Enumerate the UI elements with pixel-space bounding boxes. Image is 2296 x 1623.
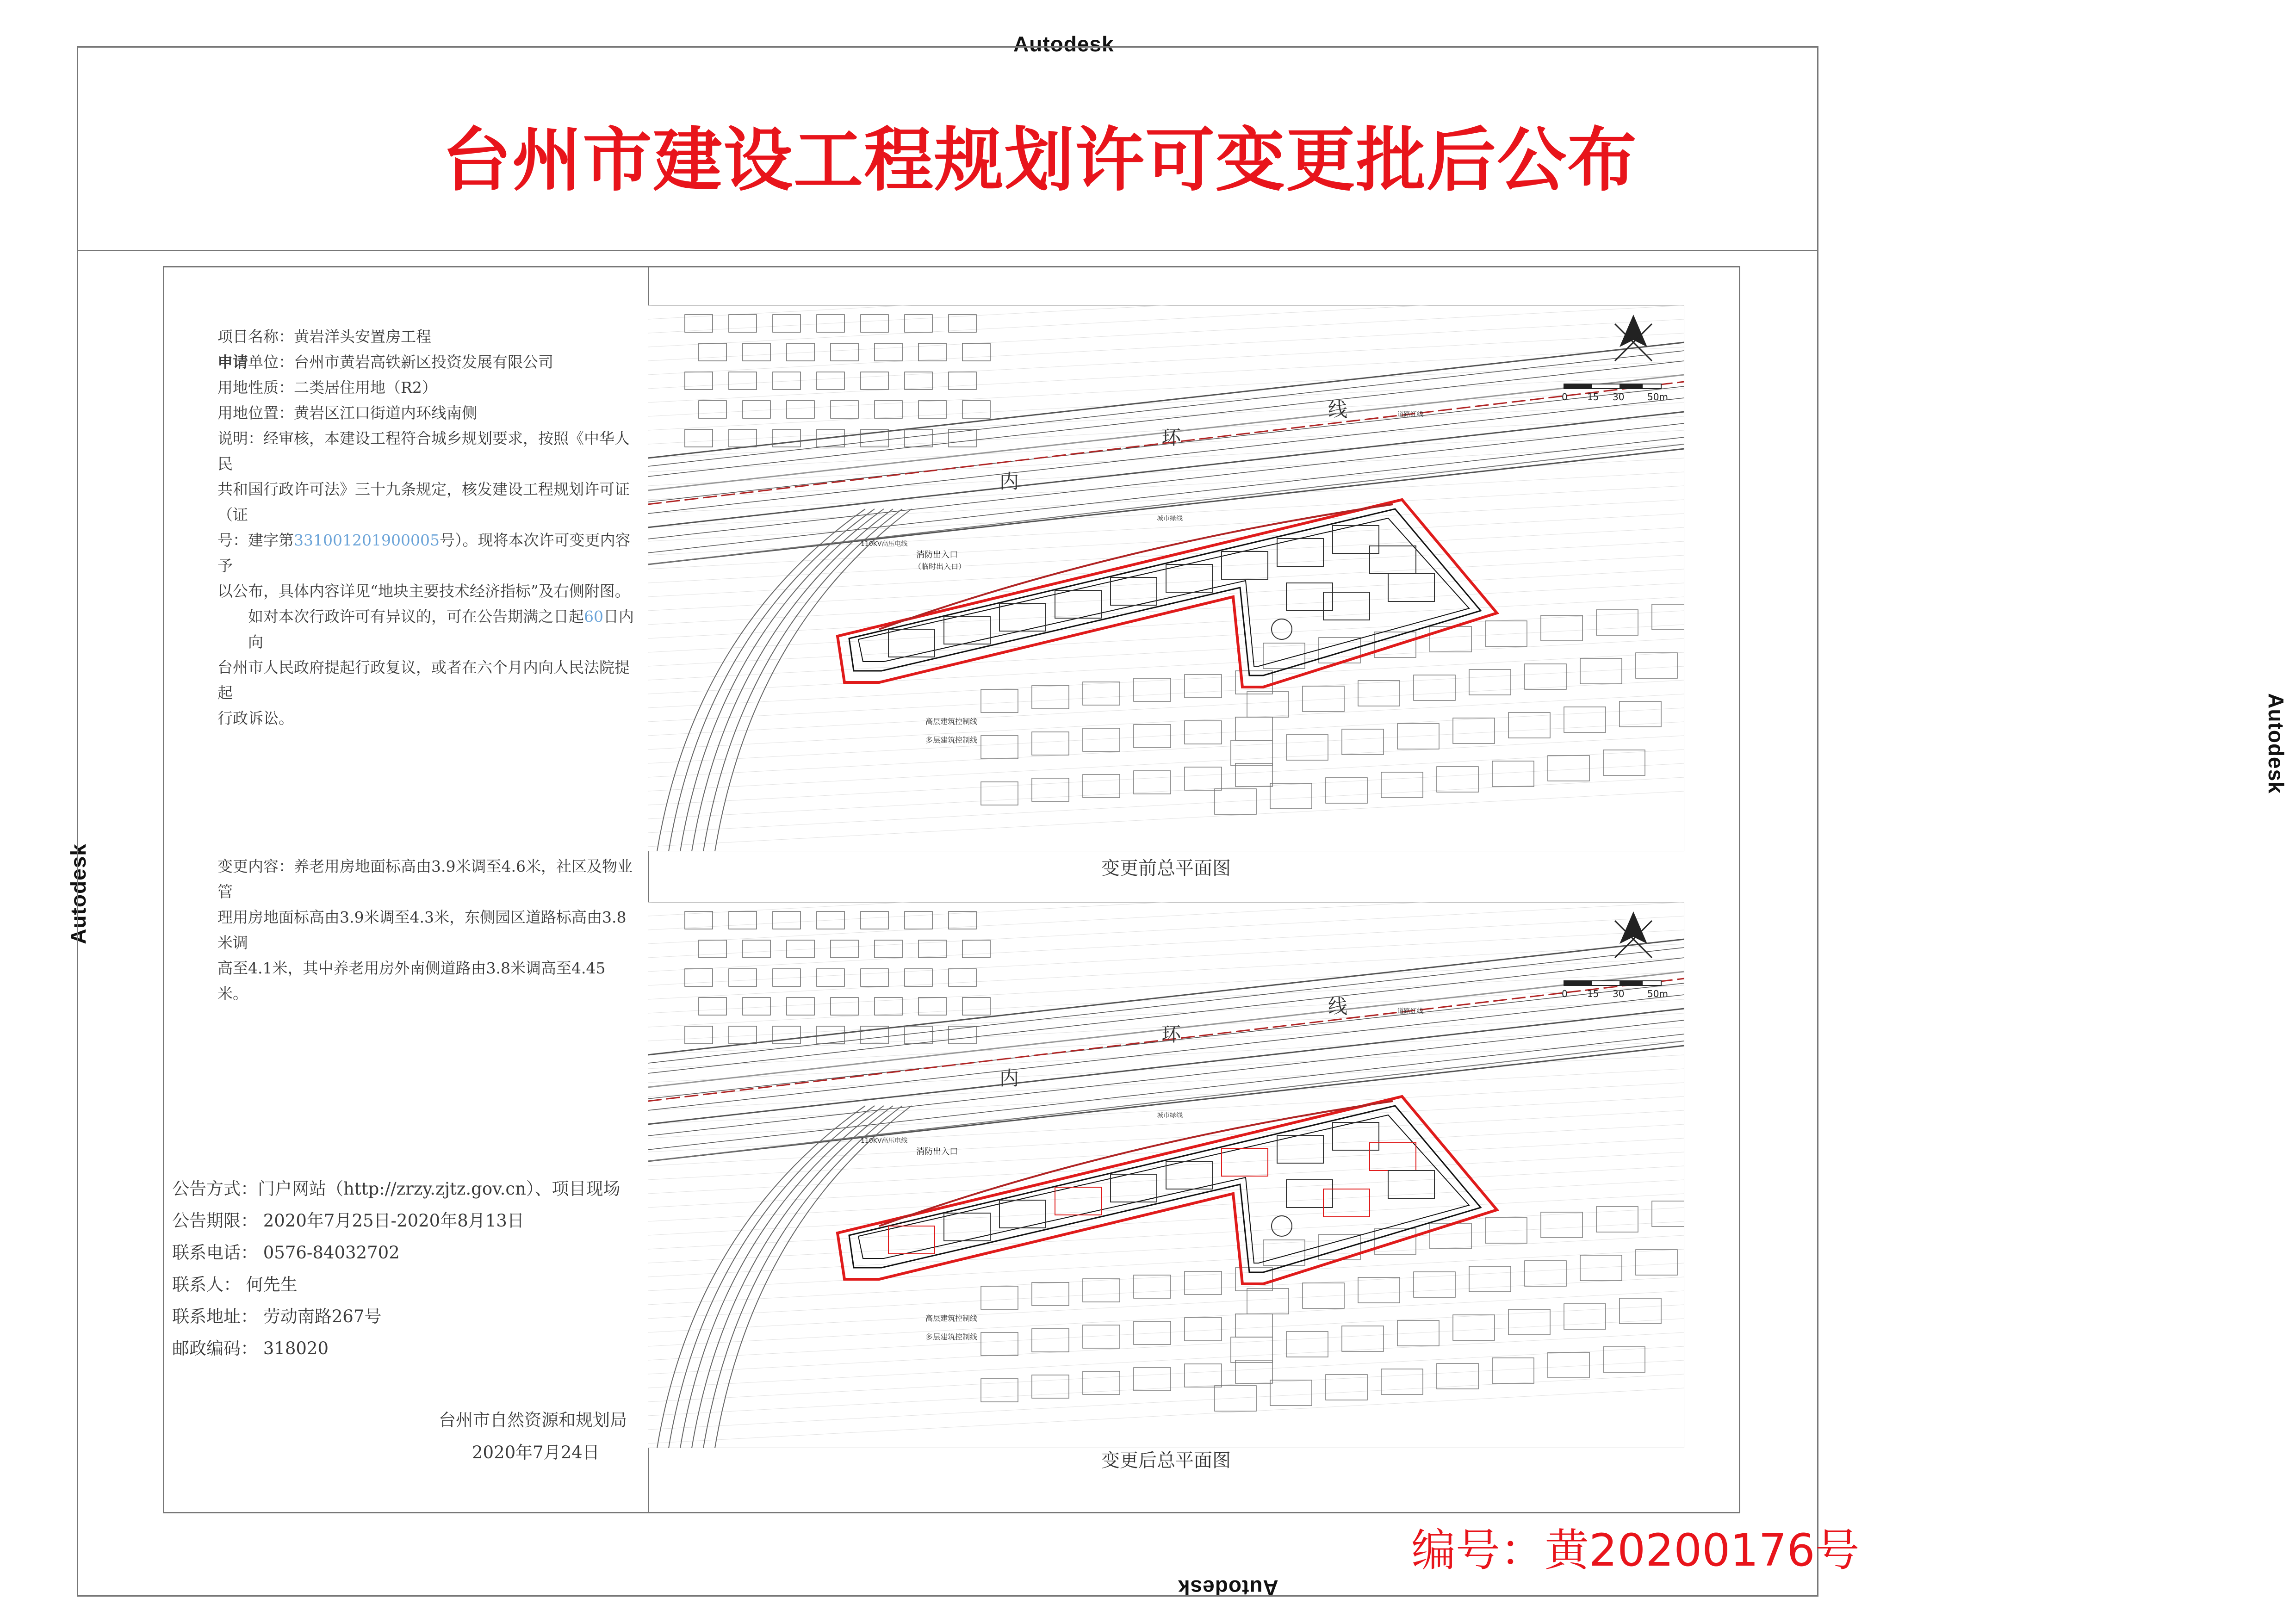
scale-bar-segment <box>1564 384 1592 389</box>
label-city-green: 城市绿线 <box>1157 1112 1183 1119</box>
explanation-line-3: 号：建字第331001201900005号）。现将本次许可变更内容予 <box>217 531 631 575</box>
road-char: 环 <box>1161 1023 1181 1046</box>
label-setback-high: 高层建筑控制线 <box>925 1314 978 1323</box>
watermark-left: Autodesk <box>66 843 90 944</box>
land-use: 用地性质：二类居住用地（R2） <box>217 378 437 396</box>
label-road-edge: 道路红线 <box>1397 1008 1423 1015</box>
scale-bar-segment <box>1620 384 1643 389</box>
change-line-1: 变更内容：养老用房地面标高由3.9米调至4.6米，社区及物业管 <box>217 857 633 901</box>
label-setback-low: 多层建筑控制线 <box>925 1332 978 1341</box>
site-plan-before <box>648 305 1684 851</box>
label-road-edge: 道路红线 <box>1397 411 1423 418</box>
label-high-voltage: 110KV高压电线 <box>861 540 908 548</box>
publish-method: 公告方式：门户网站（http://zrzy.zjtz.gov.cn）、项目现场 <box>172 1179 621 1199</box>
explanation-line-4: 以公布，具体内容详见“地块主要技术经济指标”及右侧附图。 <box>217 582 630 600</box>
project-info <box>217 324 634 731</box>
objection-line-2: 台州市人民政府提起行政复议，或者在六个月内向人民法院提起 <box>217 658 630 702</box>
applicant: 申请单位：台州市黄岩高铁新区投资发展有限公司 <box>217 353 553 371</box>
road-char: 线 <box>1328 398 1348 421</box>
contact-person: 联系人： 何先生 <box>172 1275 298 1295</box>
scale-label: 15 <box>1587 391 1599 403</box>
caption-before-plan: 变更前总平面图 <box>1101 858 1231 879</box>
change-line-2: 理用房地面标高由3.9米调至4.3米，东侧园区道路标高由3.8米调 <box>217 908 627 952</box>
explanation-line-2: 共和国行政许可法》三十九条规定，核发建设工程规划许可证（证 <box>217 480 630 524</box>
issue-date: 2020年7月24日 <box>472 1443 600 1462</box>
scale-label: 15 <box>1587 988 1599 999</box>
page-title: 台州市建设工程规划许可变更批后公布 <box>442 120 1638 201</box>
explanation-line-1: 说明：经审核，本建设工程符合城乡规划要求，按照《中华人民 <box>217 429 630 473</box>
serial-number: 编号：黄20200176号 <box>1411 1524 1860 1576</box>
scale-bar-segment <box>1564 981 1592 985</box>
road-char: 内 <box>999 1067 1019 1090</box>
label-city-green: 城市绿线 <box>1157 515 1183 522</box>
objection-line-1: 如对本次行政许可有异议的，可在公告期满之日起60日内向 <box>248 607 634 651</box>
label-fire-entrance-temp: （临时出入口） <box>914 562 966 571</box>
objection-line-3: 行政诉讼。 <box>217 709 294 727</box>
label-setback-low: 多层建筑控制线 <box>925 736 978 744</box>
scale-label: 30 <box>1613 391 1625 403</box>
contact-address: 联系地址： 劳动南路267号 <box>172 1307 382 1326</box>
project-name: 项目名称：黄岩洋头安置房工程 <box>217 328 431 346</box>
watermark-bottom: Autodesk <box>1178 1576 1278 1600</box>
objection-days: 60 <box>584 607 603 626</box>
label-fire-entrance: 消防出入口 <box>916 1147 958 1157</box>
location: 用地位置：黄岩区江口街道内环线南侧 <box>217 404 477 422</box>
label-high-voltage: 110KV高压电线 <box>861 1137 908 1145</box>
change-content <box>217 854 634 1006</box>
site-plan-after <box>648 902 1684 1448</box>
issuing-agency: 台州市自然资源和规划局 <box>439 1410 627 1430</box>
scale-bar-segment <box>1620 981 1643 985</box>
scale-label: 0 <box>1562 988 1568 999</box>
change-line-3: 高至4.1米，其中养老用房外南侧道路由3.8米调高至4.45米。 <box>217 959 606 1003</box>
caption-after-plan: 变更后总平面图 <box>1101 1450 1231 1471</box>
label-setback-high: 高层建筑控制线 <box>925 717 978 726</box>
label-fire-entrance: 消防出入口 <box>916 550 958 560</box>
scale-label: 50m <box>1647 391 1668 403</box>
permit-number: 331001201900005 <box>294 531 440 549</box>
postcode: 邮政编码： 318020 <box>172 1338 329 1358</box>
road-char: 线 <box>1328 995 1348 1018</box>
publish-period: 公告期限： 2020年7月25日-2020年8月13日 <box>172 1211 524 1231</box>
contact-info <box>172 1173 644 1364</box>
contact-phone: 联系电话： 0576-84032702 <box>172 1243 400 1263</box>
scale-label: 30 <box>1613 988 1625 999</box>
road-char: 内 <box>999 470 1019 493</box>
watermark-right: Autodesk <box>2264 693 2288 794</box>
watermark-top: Autodesk <box>1013 32 1114 56</box>
scale-label: 0 <box>1562 391 1568 403</box>
scale-label: 50m <box>1647 988 1668 999</box>
header-divider <box>77 250 1818 251</box>
road-char: 环 <box>1161 426 1181 449</box>
